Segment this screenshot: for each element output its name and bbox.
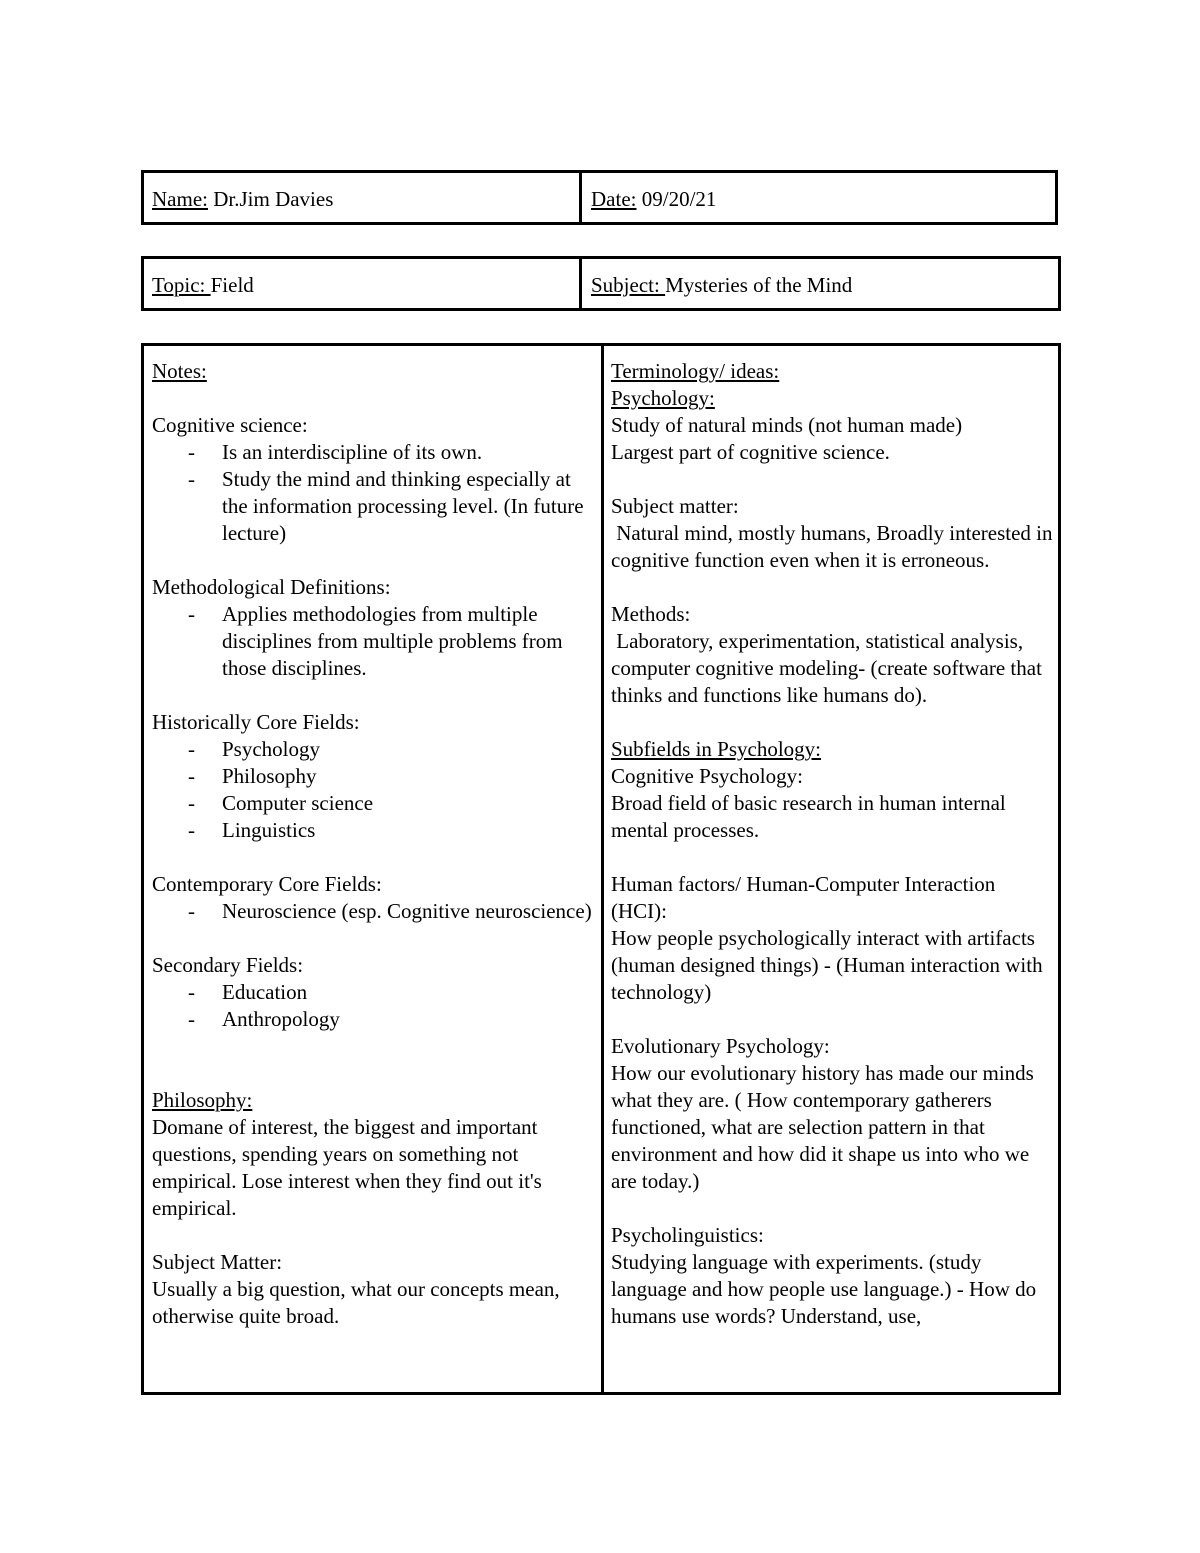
subject-cell (579, 259, 1058, 308)
list-item: - Computer science (152, 790, 595, 817)
contemporary-core-list (152, 898, 595, 925)
name-cell (144, 173, 579, 222)
subject-value: Mysteries of the Mind (665, 273, 853, 297)
cognitive-psych-text: Broad field of basic research in human internal mental processes. (611, 791, 1006, 842)
psycholinguistics-title: Psycholinguistics: (611, 1223, 764, 1247)
topic-subject-box (141, 256, 1061, 311)
historic-core-title: Historically Core Fields: (152, 710, 360, 734)
list-item: - Education (152, 979, 595, 1006)
secondary-title: Secondary Fields: (152, 953, 304, 977)
terminology-heading: Terminology/ ideas: (611, 359, 780, 383)
list-item: - Applies methodologies from multiple disciplines from multiple problems from those disciplines. (152, 601, 595, 682)
name-date-box (141, 170, 1058, 225)
terminology-column (601, 346, 1058, 1392)
philosophy-subject-title: Subject Matter: (152, 1250, 283, 1274)
name-value: Dr.Jim Davies (207, 187, 334, 211)
cognitive-psych-title: Cognitive Psychology: (611, 764, 803, 788)
cogsci-list (152, 439, 595, 547)
list-item: - Anthropology (152, 1006, 595, 1033)
date-value: 09/20/21 (636, 187, 717, 211)
list-item: - Study the mind and thinking especially at the information processing level. (In future lecture) (152, 466, 595, 547)
name-label: Name: (152, 187, 208, 211)
psychology-line: Study of natural minds (not human made) (611, 413, 963, 437)
list-item: - Neuroscience (esp. Cognitive neuroscience) (152, 898, 595, 925)
hci-title: Human factors/ Human-Computer Interaction (HCI): (611, 872, 996, 923)
evo-psych-text: How our evolutionary history has made our minds what they are. ( How contemporary gatherers functioned, what are selection pattern in that environment and how did it shape us into who we are today.) (611, 1061, 1034, 1193)
method-defs-list (152, 601, 595, 682)
psychology-heading: Psychology: (611, 386, 715, 410)
philosophy-heading: Philosophy: (152, 1088, 253, 1112)
evo-psych-title: Evolutionary Psychology: (611, 1034, 830, 1058)
method-defs-title: Methodological Definitions: (152, 575, 391, 599)
philosophy-text: Domane of interest, the biggest and important questions, spending years on something not empirical. Lose interest when they find out it's empirical. (152, 1115, 542, 1220)
notes-column (144, 346, 601, 1392)
psychology-line: Largest part of cognitive science. (611, 440, 890, 464)
contemporary-core-title: Contemporary Core Fields: (152, 872, 382, 896)
psych-subject-title: Subject matter: (611, 494, 739, 518)
historic-core-list (152, 736, 595, 844)
date-cell (579, 173, 1055, 222)
topic-value: Field (210, 273, 254, 297)
subfields-heading: Subfields in Psychology: (611, 737, 822, 761)
subject-label: Subject: (591, 273, 666, 297)
notes-table (141, 343, 1061, 1395)
list-item: - Is an interdiscipline of its own. (152, 439, 595, 466)
hci-text: How people psychologically interact with artifacts (human designed things) - (Human interaction with technology) (611, 926, 1043, 1004)
date-label: Date: (591, 187, 637, 211)
topic-label: Topic: (152, 273, 211, 297)
psycholinguistics-text: Studying language with experiments. (study language and how people use language.) - How do humans use words? Understand, use, (611, 1250, 1037, 1328)
cogsci-title: Cognitive science: (152, 413, 308, 437)
list-item: - Psychology (152, 736, 595, 763)
topic-cell (144, 259, 579, 308)
secondary-list (152, 979, 595, 1033)
philosophy-subject-text: Usually a big question, what our concepts mean, otherwise quite broad. (152, 1277, 560, 1328)
list-item: - Philosophy (152, 763, 595, 790)
psych-methods-title: Methods: (611, 602, 691, 626)
psych-methods-text: Laboratory, experimentation, statistical analysis, computer cognitive modeling- (create software that thinks and functions like humans do). (611, 629, 1048, 707)
list-item: - Linguistics (152, 817, 595, 844)
notes-heading: Notes: (152, 359, 207, 383)
psych-subject-text: Natural mind, mostly humans, Broadly interested in cognitive function even when it is erroneous. (611, 521, 1058, 572)
